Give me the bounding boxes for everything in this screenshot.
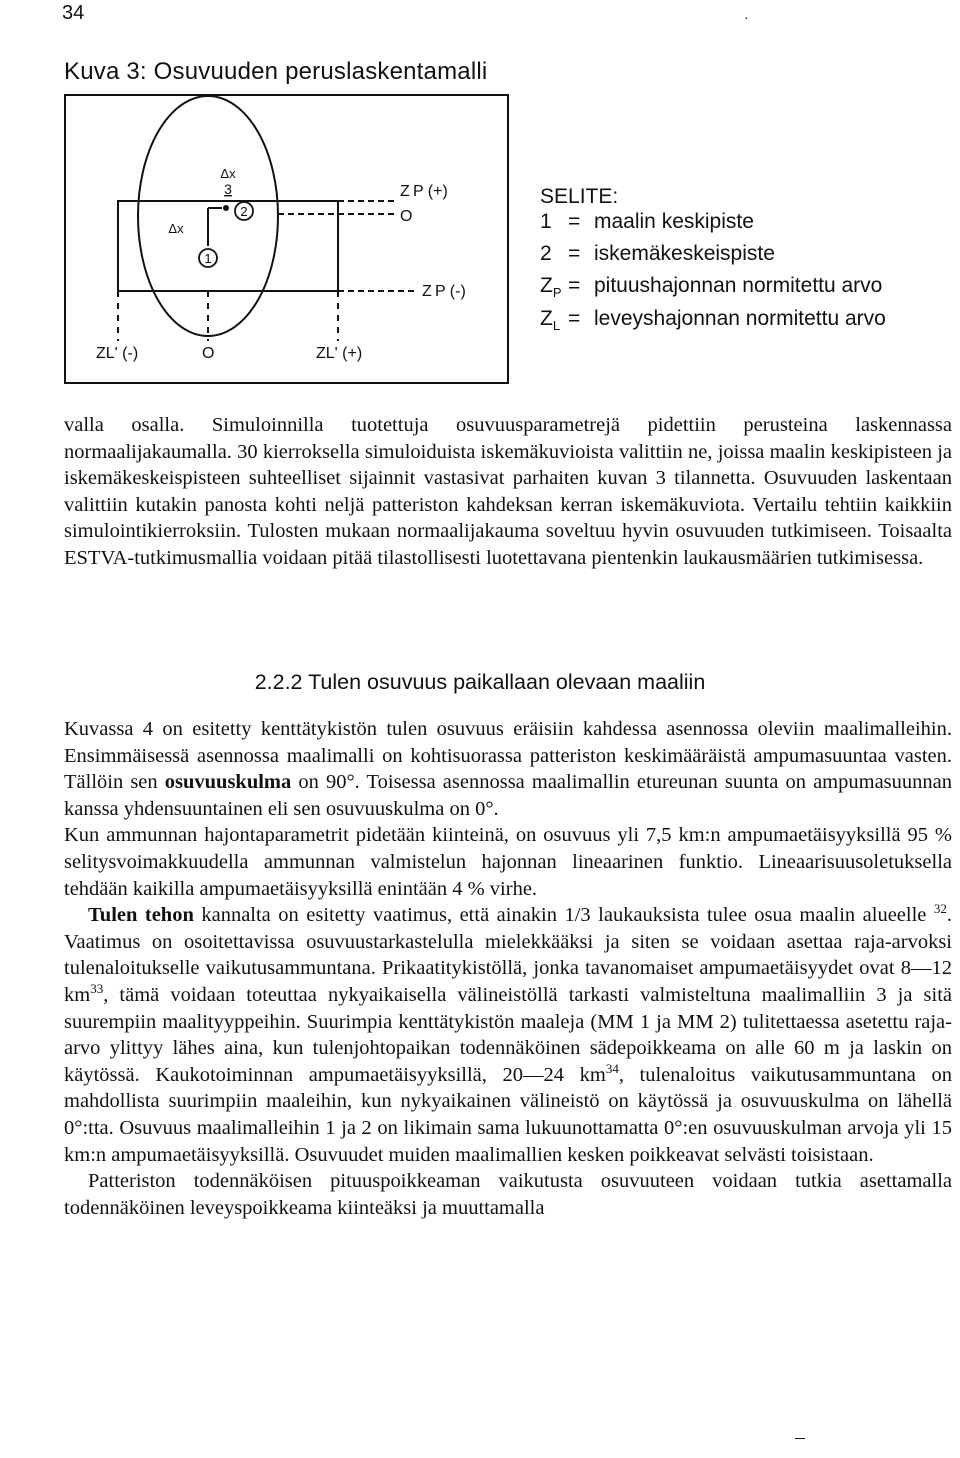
legend-row	[540, 241, 886, 273]
one-label: 1	[204, 251, 212, 266]
legend-row	[540, 209, 886, 241]
page-number: 34	[62, 2, 85, 24]
zl-plus-label: ZL' (+)	[316, 345, 363, 362]
zp-minus-label: Z P (-)	[422, 283, 466, 300]
three-label: 3	[224, 181, 232, 197]
footnote-ref: 34	[605, 1060, 619, 1076]
delta-x-left-label: Δx	[168, 221, 184, 236]
paragraph-1	[64, 412, 952, 572]
bold-term: Tulen tehon	[88, 904, 194, 927]
figure-caption: Kuva 3: Osuvuuden peruslaskentamalli	[64, 58, 488, 85]
diagram-svg	[66, 96, 509, 384]
paragraph-2: Kuvassa 4 on esitetty kenttätykistön tulen osuvuus eräisiin kahdessa asennossa oleviin maalimalleihin. Ensimmäisessä asennossa maalimalli on kohtisuorassa patteriston keskimääräistä ampumasuuntaa vasten. Tällöin sen osuvuuskulma on 90°. Toisessa asennossa maalimallin etureunan suunta on ampumasuunnan kanssa yhdensuuntainen eli sen osuvuuskulma on 0°.	[64, 718, 952, 820]
stray-dash	[795, 1438, 805, 1439]
paragraph-5: Patteriston todennäköisen pituuspoikkeaman vaikutusta osuvuuteen voidaan tutkia asettamalla todennäköinen leveyspoikkeama kiinteäksi ja muuttamalla	[64, 1170, 952, 1219]
delta-x-top-label: Δx	[220, 166, 236, 181]
legend-equals: =	[568, 210, 581, 233]
point-2-dot	[223, 205, 229, 211]
zero-bottom-label: O	[202, 345, 215, 362]
legend-key: 1	[540, 210, 552, 233]
target-rectangle	[118, 201, 338, 291]
zl-minus-label: ZL' (-)	[96, 345, 139, 362]
body-text	[64, 716, 952, 1221]
stray-mark: ·	[744, 12, 749, 27]
legend-key: $Z_P$	[540, 274, 562, 301]
footnote-ref: 32	[933, 901, 947, 917]
zero-right-label: O	[400, 208, 413, 225]
figure-diagram	[64, 94, 509, 384]
legend-equals: =	[568, 274, 581, 298]
zp-plus-label: Z P (+)	[400, 183, 448, 200]
section-heading: 2.2.2 Tulen osuvuus paikallaan olevaan maaliin	[254, 670, 706, 694]
paragraph-4: Tulen tehon kannalta on esitetty vaatimus, että ainakin 1/3 laukauksista tulee osua maalin alueelle $^{32}$. Vaatimus on osoitettavissa osuvuustarkastelulla mielekkääksi ja siten se voidaan asettaa raja-arvoksi tulenaloitukselle vaikutusammuntana. Prikaatitykistöllä, jonka tavanomaiset ampumaetäisyydet ovat 8—12 $km^{33}$, tämä voidaan toteuttaa nykyaikaisella välineistöllä tarkasti valmisteltuna maalimalliin 3 ja sitä suurempiin maalityyppeihin. Suurimpia kenttätykistön maaleja (MM 1 ja MM 2) tulitettaessa asetettu raja-arvo ylittyy lähes aina, kun tulenjohtopaikan todennäköinen sädepoikkeama on alle 60 m ja laskin on käytössä. Kaukotoiminnan ampumaetäisyyksillä, 20—24 $km^{34}$, tulenaloitus vaikutusammuntana on mahdollista suurimpiin maaleihin, kun nykyaikainen välineistö on käytössä ja osuvuuskulma on lähellä 0°:tta. Osuvuus maalimalleihin 1 ja 2 on likimain sama lukuunottamatta 0°:en osuvuuskulman arvoja yli 15 km:n ampumaetäisyyksillä. Osuvuudet muiden maalimallien kesken poikkeavat selvästi toisistaan.	[64, 901, 952, 1166]
legend-desc: leveyshajonnan normitettu arvo	[594, 306, 886, 330]
legend-row	[540, 273, 886, 305]
footnote-ref: 33	[90, 981, 104, 997]
paragraph-1-text: valla osalla. Simuloinnilla tuotettuja osuvuusparametrejä pidettiin perusteina laskennassa normaalijakaumalla. 30 kierroksella simuloiduista iskemäkuvioista valittiin ne, joissa maalin keskipisteen ja iskemäkeskeispisteen suhteelliset sijainnit vastasivat parhaiten kuvan 3 tilannetta. Osuvuuden laskentaan valittiin kutakin panosta kohti neljä patteriston kahdeksan kerran iskemäkuviota. Vertailu tehtiin kaikkiin simulointikierroksiin. Tulosten mukaan normaalijakauma soveltuu hyvin osuvuuden tutkimiseen. Toisaalta ESTVA-tutkimusmallia voidaan pitää tilastollisesti luotettavana pientenkin laukausmäärien tutkimisessa.	[64, 414, 952, 569]
bold-term: osuvuuskulma	[164, 771, 292, 794]
legend-row	[540, 306, 886, 338]
paragraph-3: Kun ammunnan hajontaparametrit pidetään kiinteinä, on osuvuus yli 7,5 km:n ampumaetäisyyksillä 95 % selitysvoimakkuudella ammunnan valmistelun hajonnan lineaarinen funktio. Lineaarisuusoletuksella tehdään kaikilla ampumaetäisyyksillä enintään 4 % virhe.	[64, 824, 952, 900]
legend-desc: maalin keskipiste	[594, 210, 754, 233]
legend-equals: =	[568, 242, 581, 266]
legend-title: SELITE:	[540, 185, 619, 208]
legend-desc: iskemäkeskeispiste	[594, 242, 775, 266]
legend-key: $Z_L$	[540, 306, 561, 333]
legend-desc: pituushajonnan normitettu arvo	[594, 274, 883, 298]
legend-key: 2	[540, 242, 552, 266]
legend-equals: =	[568, 306, 581, 330]
figure-legend	[540, 184, 886, 338]
two-label: 2	[240, 204, 248, 219]
